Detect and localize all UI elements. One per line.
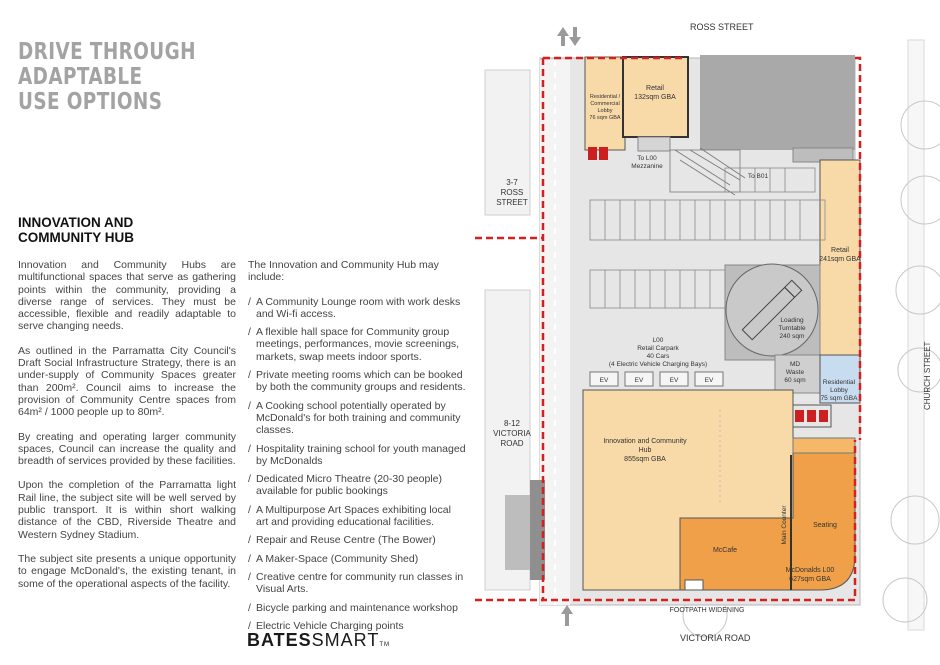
list-item: / A Community Lounge room with work desks and Wi-fi access. xyxy=(248,296,466,321)
mcdonalds-entry xyxy=(685,580,703,590)
room-label: 75 sqm GBA xyxy=(820,395,858,402)
room-label: Lobby xyxy=(830,387,848,394)
room-label: Residential / xyxy=(589,94,621,100)
room-label: 40 Cars xyxy=(646,353,670,360)
room-label: Loading xyxy=(780,317,804,324)
list-item: / A Cooking school potentially operated by McDonald's for both training and community classes. xyxy=(248,400,466,437)
logo-trademark: TM xyxy=(379,642,391,648)
room-label: Innovation and Community xyxy=(603,438,687,445)
room-label: Hub xyxy=(638,447,652,454)
room-label: 855sqm GBA xyxy=(624,456,666,463)
room-label: McCafe xyxy=(712,547,738,554)
paragraph: As outlined in the Parramatta City Council's Draft Social Infrastructure Strategy, there is an under-supply of Community Spaces greater than 200m². Council aims to increase the provision of Community Centre spaces from 64m² / 1000 people up to 80m². xyxy=(18,344,236,419)
room-label: To B01 xyxy=(747,173,769,180)
ev-label: EV xyxy=(704,377,714,384)
paragraph: Innovation and Community Hubs are multifunctional spaces that serve as gathering points within the community, providing a diverse range of services. They must be accessible, flexible and readily adaptable to serve changing needs. xyxy=(18,259,236,333)
section-heading-line: COMMUNITY HUB xyxy=(18,230,134,245)
list-item: / Repair and Reuse Centre (The Bower) xyxy=(248,534,466,546)
room-label: To L00 xyxy=(637,155,657,162)
room-label: (4 Electric Vehicle Charging Bays) xyxy=(608,361,708,368)
site-plan xyxy=(475,0,940,665)
room-label: Main Counter xyxy=(781,505,788,545)
room-label: MD xyxy=(789,361,801,368)
page-title-line: DRIVE THROUGH ADAPTABLE xyxy=(18,39,196,90)
logo-part-bates: BATES xyxy=(247,630,312,650)
room-label: Retail xyxy=(646,85,664,92)
room-label: 132sqm GBA xyxy=(634,94,676,101)
room-label: Retail xyxy=(831,247,849,254)
list-item: / Electric Vehicle Charging points xyxy=(248,620,466,632)
room-label: 241sqm GBA xyxy=(819,256,861,263)
batessmart-logo xyxy=(247,630,390,651)
neighbour-label: 3-7 xyxy=(506,178,518,187)
room-label: Waste xyxy=(785,369,805,376)
list-item: / Bicycle parking and maintenance workshop xyxy=(248,602,466,614)
neighbour-label: VICTORIA xyxy=(493,429,531,438)
room-label: 76 sqm GBA xyxy=(589,115,621,121)
room-label: McDonalds L00 xyxy=(785,567,835,574)
street-label-victoria: VICTORIA ROAD xyxy=(680,633,751,643)
list-item: / Dedicated Micro Theatre (20-30 people) available for public bookings xyxy=(248,473,466,498)
list-item: / A Maker-Space (Community Shed) xyxy=(248,553,466,565)
neighbour-label: STREET xyxy=(496,198,528,207)
neighbour-label: ROSS xyxy=(500,188,524,197)
list-item: / Creative centre for community run classes in Visual Arts. xyxy=(248,571,466,596)
list-item: / A Multipurpose Art Spaces exhibiting local art and providing educational facilities. xyxy=(248,504,466,529)
mcdonalds-kitchen xyxy=(793,438,855,453)
intro-text: The Innovation and Community Hub may include: xyxy=(248,259,439,284)
logo-part-smart: SMART xyxy=(311,630,380,650)
neighbour-label: ROAD xyxy=(500,439,524,448)
page-title xyxy=(18,40,226,115)
room-label: Residential xyxy=(822,379,856,386)
room-label: 60 sqm xyxy=(784,377,806,384)
ev-label: EV xyxy=(634,377,644,384)
room-label: Turntable xyxy=(778,325,806,332)
footpath xyxy=(908,40,924,630)
room-label: Lobby xyxy=(597,108,613,114)
room-label: Commercial xyxy=(590,101,620,107)
paragraph: By creating and operating larger community spaces, Council can increase the quality and breadth of services provided by these facilities. xyxy=(18,430,236,468)
list-item: / Private meeting rooms which can be booked by both the community groups and residents. xyxy=(248,369,466,394)
room-label: 627sqm GBA xyxy=(789,576,831,583)
room-label: Seating xyxy=(813,522,837,529)
ev-label: EV xyxy=(599,377,609,384)
ev-label: EV xyxy=(669,377,679,384)
site-plan-drawing xyxy=(475,0,940,665)
street-label-ross: ROSS STREET xyxy=(690,22,754,32)
section-heading-line: INNOVATION AND xyxy=(18,215,134,230)
footpath-label: FOOTPATH WIDENING xyxy=(669,607,745,614)
list-item: / Hospitality training school for youth managed by McDonalds xyxy=(248,443,466,468)
room-label: L00 xyxy=(652,337,664,344)
loading-turntable xyxy=(726,264,818,356)
list-item: / A flexible hall space for Community group meetings, performances, movie screenings, markets, swap meets indoor sports. xyxy=(248,326,466,363)
lift-top xyxy=(638,137,670,151)
left-text-column xyxy=(18,259,236,602)
room-label: Mezzanine xyxy=(631,163,663,170)
paragraph: The subject site presents a unique opportunity to engage McDonald's, the existing tenant, in some of the operational aspects of the facility. xyxy=(18,552,236,590)
paragraph: Upon the completion of the Parramatta light Rail line, the subject site will be well served by public transport. It is within short walking distance of the CBD, Riverside Theatre and Western Sydney Stadium. xyxy=(18,479,236,541)
right-text-column xyxy=(248,259,466,638)
neighbour-label: 8-12 xyxy=(503,419,521,428)
section-heading xyxy=(18,215,248,245)
street-label-church: CHURCH STREET xyxy=(923,341,932,410)
neighbour-building xyxy=(505,495,530,570)
room-label: Retail Carpark xyxy=(637,345,679,352)
feature-list xyxy=(248,296,466,633)
room-label: 240 sqm xyxy=(779,333,805,340)
page-title-line: USE OPTIONS xyxy=(18,89,163,115)
existing-building xyxy=(700,55,855,150)
